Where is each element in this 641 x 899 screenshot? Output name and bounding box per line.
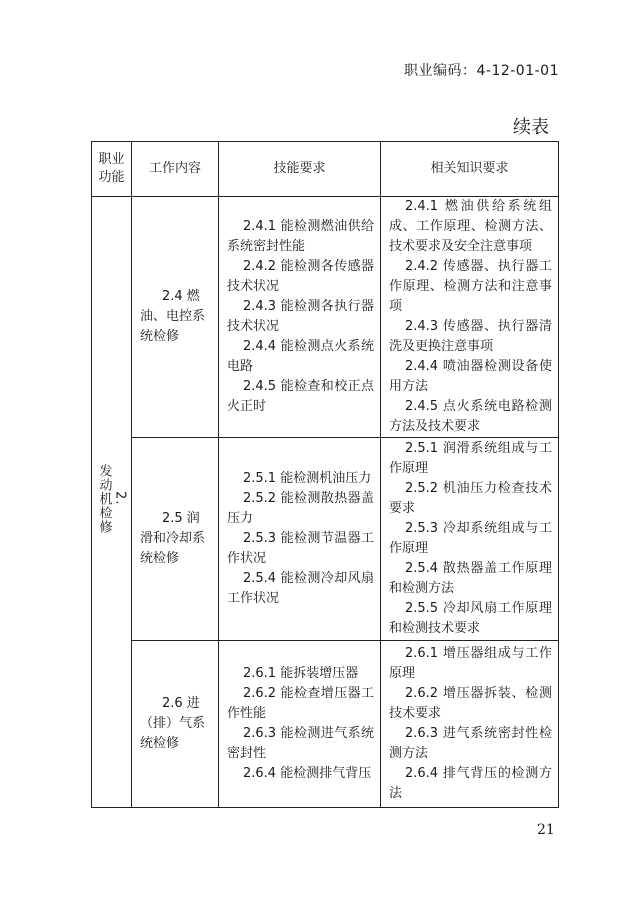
skill-item: 2.4.3 能检测各执行器技术状况 (227, 299, 374, 334)
knowledge-item: 2.5.5 冷却风扇工作原理和检测技术要求 (389, 601, 552, 636)
knowledge-item: 2.6.1 增压器组成与工作原理 (389, 646, 552, 681)
knowledge-item: 2.5.2 机油压力检查技术要求 (389, 481, 552, 516)
work-content-cell (132, 641, 219, 808)
skill-cell (219, 438, 381, 641)
skill-cell (219, 641, 381, 808)
knowledge-cell (381, 641, 559, 808)
function-cell (92, 197, 132, 808)
occupation-code: 职业编码：4-12-01-01 (403, 63, 559, 79)
knowledge-item: 2.4.5 点火系统电路检测方法及技术要求 (389, 399, 552, 434)
header-work-content: 工作内容 (132, 142, 219, 197)
knowledge-item: 2.6.4 排气背压的检测方法 (389, 766, 552, 801)
skill-item: 2.6.1 能拆装增压器 (243, 666, 359, 681)
knowledge-item: 2.4.2 传感器、执行器工作原理、检测方法和注意事项 (389, 259, 552, 314)
knowledge-item: 2.4.1 燃油供给系统组成、工作原理、检测方法、技术要求及安全注意事项 (389, 199, 552, 254)
function-label: 2. 发动机检修 (96, 463, 128, 534)
table-row (92, 438, 559, 641)
skill-item: 2.5.2 能检测散热器盖压力 (227, 491, 374, 526)
knowledge-item: 2.5.4 散热器盖工作原理和检测方法 (389, 561, 552, 596)
continued-label: 续表 (513, 117, 549, 138)
skill-item: 2.6.2 能检查增压器工作性能 (227, 686, 374, 721)
work-content-cell (132, 197, 219, 438)
knowledge-item: 2.6.2 增压器拆装、检测技术要求 (389, 686, 552, 721)
skill-item: 2.4.2 能检测各传感器技术状况 (227, 259, 374, 294)
table-header-row (92, 142, 559, 197)
skill-item: 2.6.4 能检测排气背压 (243, 766, 372, 781)
knowledge-item: 2.5.1 润滑系统组成与工作原理 (389, 441, 552, 476)
skill-cell (219, 197, 381, 438)
skill-item: 2.4.4 能检测点火系统电路 (227, 339, 374, 374)
work-content-cell (132, 438, 219, 641)
knowledge-cell (381, 438, 559, 641)
knowledge-item: 2.6.3 进气系统密封性检测方法 (389, 726, 552, 761)
skill-item: 2.6.3 能检测进气系统密封性 (227, 726, 374, 761)
skill-item: 2.5.4 能检测冷却风扇工作状况 (227, 571, 374, 606)
header-skill-requirements: 技能要求 (219, 142, 381, 197)
work-content-text: 2.6 进（排）气系统检修 (140, 696, 206, 751)
header-knowledge-requirements: 相关知识要求 (381, 142, 559, 197)
work-content-text: 2.5 润滑和冷却系统检修 (140, 511, 206, 566)
skill-item: 2.5.3 能检测节温器工作状况 (227, 531, 374, 566)
knowledge-cell (381, 197, 559, 438)
competency-table (91, 141, 559, 808)
table-row (92, 641, 559, 808)
knowledge-item: 2.4.4 喷油器检测设备使用方法 (389, 359, 552, 394)
skill-item: 2.5.1 能检测机油压力 (243, 471, 372, 486)
knowledge-item: 2.4.3 传感器、执行器清洗及更换注意事项 (389, 319, 552, 354)
header-function: 职业 功能 (92, 142, 132, 197)
skill-item: 2.4.1 能检测燃油供给系统密封性能 (227, 219, 374, 254)
knowledge-item: 2.5.3 冷却系统组成与工作原理 (389, 521, 552, 556)
page-number: 21 (537, 822, 555, 838)
skill-item: 2.4.5 能检查和校正点火正时 (227, 379, 374, 414)
table-row (92, 197, 559, 438)
work-content-text: 2.4 燃油、电控系统检修 (140, 289, 206, 344)
